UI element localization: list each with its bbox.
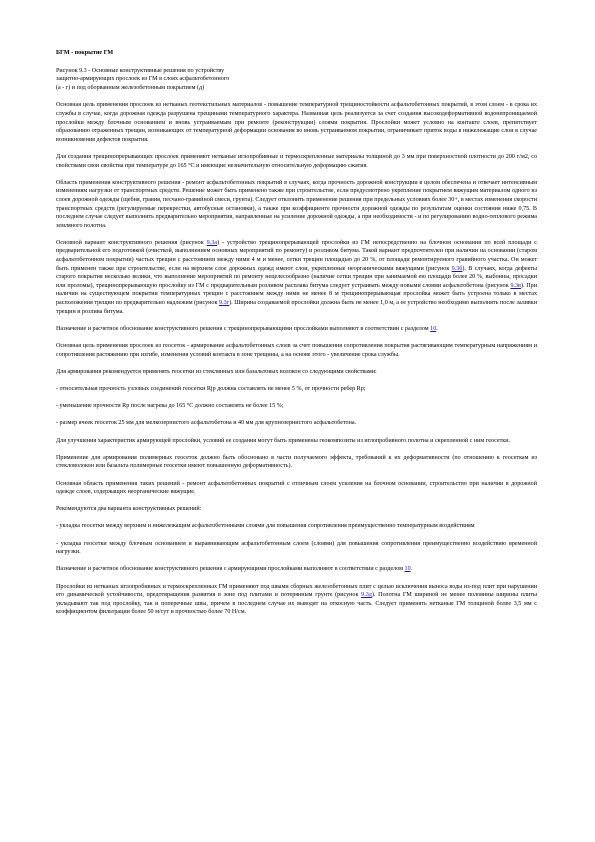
page-header: БГМ - покрытие ГМ: [56, 50, 114, 56]
paragraph: [56, 368, 537, 377]
paragraph-text: Для улучшения характеристик армирующей прослойки, условий ее создания могут быть применены геокомпозиты из иглопробивного полотна и скрепленной с ним геосетки.: [56, 437, 511, 444]
paragraph-text: ) - устройство трещинопрерывающей прослойки из ГМ непосредственно на блочном основании по всей площади с предварительной его подготовкой (очисткой, выполнением основных мероприятий по ремонту) и розливом битума. Такой вариант предпочтителен при наличии на основании (старом асфальтобетонном покрытии) частых трещин с расстоянием между ними 4 м и менее, сетки трещин площадью до 20 %, от площади ремонтируемого гравийного участка. Он может быть применен также при строительстве, если на верхнем слое дорожных одежд имеют слои, укрепленные неорганическими вяжущими (рисунок: [56, 239, 537, 272]
paragraph-text: Применение для армирования полимерных геосеток должно быть обосновано в части получаемого эффекта, требований к их деформативности (по отношению к геосеткам из стекловолокон или базальта полимерные геосетки имеют повышенную деформативность).: [56, 454, 537, 470]
paragraph: [56, 101, 537, 144]
paragraph-text: Основная цель применения прослоек из геосеток - армирование асфальтобетонных слоев за счет повышения сопротивления покрытия растягивающим температурным напряжениям и сопротивления растяжению при изгибе, изменения условий контакта в зоне трещины, а на основе этого - увеличение срока службы.: [56, 343, 537, 358]
paragraph: [56, 402, 537, 411]
paragraph-text: ). Полотна ГМ шириной не менее половины ширины плиты укладывают так под прослойку, так и поперечные швы, причем в последнем случае их выводят на откосную часть. Следует применять нетканые ГМ толщиной более 3,5 мм с коэффициентом фильтрации более 50 м/сут и прочностью более 70 Н/см.: [56, 592, 537, 616]
figure-link[interactable]: 9.3б: [451, 265, 463, 272]
paragraph-text: Рекомендуются два варианта конструктивных решений:: [56, 506, 202, 513]
paragraph-text: Область применения конструктивного решения - ремонт асфальтобетонных покрытий в случаях, когда прочность дорожной конструкции в целом обеспечена и отвечает интенсивным изменениям нагрузки от транспортных средств. Решение может быть применено также при строительстве, если предусмотрено укрепление покрытием вяжущим материалом одного из слоев дорожной одежды (щебня, гравия, песчано-гравийной смеси, грунта). Следует отклонить применение решения при предельных условиях более 30+, в местах изменения скорости транспортных средств (регулируемые перекрестки, автобусные остановки), а также при коэффициенте прочности дорожной одежды по результатам оценки состояния ниже 0,75. В последнем случае следует выполнить предварительно мероприятия, направленные на усиление дорожной одежды, а при необходимости - и по регулированию водно-теплового режима земляного полотна.: [56, 179, 537, 229]
paragraph-text: - размер ячеек геосеток 25 мм для мелкозернистого асфальтобетона и 40 мм для крупнозернистого асфальтобетона.: [56, 420, 357, 427]
paragraph-text: ). Ширина создаваемой прослойки должна быть не менее 1,0 м, а ее устройство необходимо выполнять после заливки трещин и розлива битума.: [56, 300, 537, 315]
caption-line: защитно-армирующих прослоек из ГМ в слоях асфальтобетонного: [56, 76, 230, 83]
paragraph-text: .: [410, 566, 413, 573]
paragraph-text: Основной вариант конструктивного решения (рисунок: [56, 239, 207, 246]
paragraph: [56, 437, 537, 446]
paragraph: [56, 153, 537, 170]
paragraph: [56, 239, 537, 316]
figure-link[interactable]: 10: [430, 325, 437, 332]
paragraph-text: - укладка геосетки между блочным основанием и выравнивающим асфальтобетонным слоем (слоями) для повышения сопротивления преимущественно воздействию временной нагрузки.: [56, 540, 537, 556]
paragraph: [56, 583, 537, 617]
paragraph: [56, 505, 537, 514]
caption-line: Рисунок 9.3 - Основные конструктивные решения по устройству: [56, 67, 225, 74]
paragraph: [56, 325, 537, 334]
paragraph-text: .: [436, 325, 438, 332]
paragraph: [56, 480, 537, 497]
paragraph: [56, 385, 537, 394]
paragraph: [56, 522, 537, 531]
figure-caption: [56, 67, 537, 93]
paragraph-text: ). В случаях, когда дефекты старого покрытия несколько велики, что выполнение мероприятий по ремонту нецелесообразно (наличие сетки трещин при занимаемой ею площади более 20 %, выбоины, просадки или проломы), трещинопрерывающую прослойку из ГМ с предварительным розливом расплава битума следует устраивать между новыми слоями асфальтобетона (рисунок: [56, 265, 538, 289]
paragraph-text: Основная область применения таких решений - ремонт асфальтобетонных покрытий с отличным слоем усиления на блочном основании, строительство при наличии в дорожной одежде слоев, содержащих неорганические вяжущие.: [56, 480, 537, 496]
figure-link[interactable]: 9.3д: [361, 592, 372, 599]
paragraph: [56, 565, 537, 574]
caption-line: (а - г) и под оборванным железобетонным покрытием (д): [56, 84, 205, 91]
paragraph-text: Назначение и расчетное обоснование конструктивного решения с армирующими прослойками выполняют в соответствии с разделом: [56, 566, 405, 573]
figure-link[interactable]: 9.3в: [510, 282, 521, 289]
paragraph-text: - укладка геосетки между верхним и нижележащим асфальтобетонными слоями для повышения сопротивления преимущественно температурным воздействиям: [56, 523, 475, 530]
body-text: [56, 101, 537, 617]
figure-link[interactable]: 9.3г: [219, 300, 230, 307]
paragraph-text: - уменьшение прочности Rp после нагрева до 165 °С должно составлять не более 15 %;: [56, 403, 284, 410]
paragraph: [56, 342, 537, 359]
paragraph-text: ). При наличии на существующем покрытии температурных трещин с расстоянием между ними не менее 8 м трещинопрерывающая прослойка может быть устроена только в местах расположения трещин по предварительно надлежим (рисунок: [56, 282, 537, 307]
figure-link[interactable]: 9.3а: [206, 239, 217, 246]
paragraph-text: Основная цель применения прослоек из нетканых геотекстильных материалов - повышение температурной трещиностойкости асфальтобетонных покрытий, в этом слоем - в срока их службы в случае, когда дорожная одежда разрушена трещинами температурного характера. Названная цель реализуется за счет создания высокодеформативной водонепроницаемой прослойки между блочным основанием и вновь устраиваемым при ремонте (реконструкции) слоями покрытия. Прослойки может условно на контакте слоев, препятствует образованию отраженных трещин, возникающих от температурной деформации основания во вновь устраиваемом покрытии, ограничивает приток воды в нижележащие слои в случае возникновения дефектов покрытия.: [56, 102, 537, 143]
paragraph: [56, 454, 537, 471]
paragraph-text: Для армирования рекомендуется применять геосетки из стеклянных или базальтовых волокон со следующими свойствами:: [56, 368, 377, 375]
paragraph: [56, 419, 537, 428]
paragraph: [56, 540, 537, 557]
paragraph-text: Назначение и расчетное обоснование конструктивного решения с трещинопрерывающими прослойками выполняют в соответствии с разделом: [56, 325, 431, 332]
figure-link[interactable]: 10: [404, 566, 411, 573]
paragraph: [56, 179, 537, 231]
paragraph-text: Прослойки из нетканых иглопробивных и термоскрепленных ГМ применяют под швами сборных железобетонных плит с целью исключения выноса воды из-под плит при нарушении его динамической устойчивости, предотвращения развития в зоне под плитами и потерянным грунте (рисунок: [56, 583, 537, 599]
paragraph-text: - относительная прочность узловых соединений геосетки Rjp должна составлять не менее 5 %, от прочности ребер Rp;: [56, 385, 366, 392]
paragraph-text: Для создания трещинопрерывающих прослоек применяют нетканые иглопробивные и термоскрепленные материалы толщиной до 3 мм при поверхностной плотности до 200 г/м2, со свойствами свои свойства при температуре до 165 °С и имеющие незначительную относительную деформацию сжатия.: [56, 153, 537, 169]
